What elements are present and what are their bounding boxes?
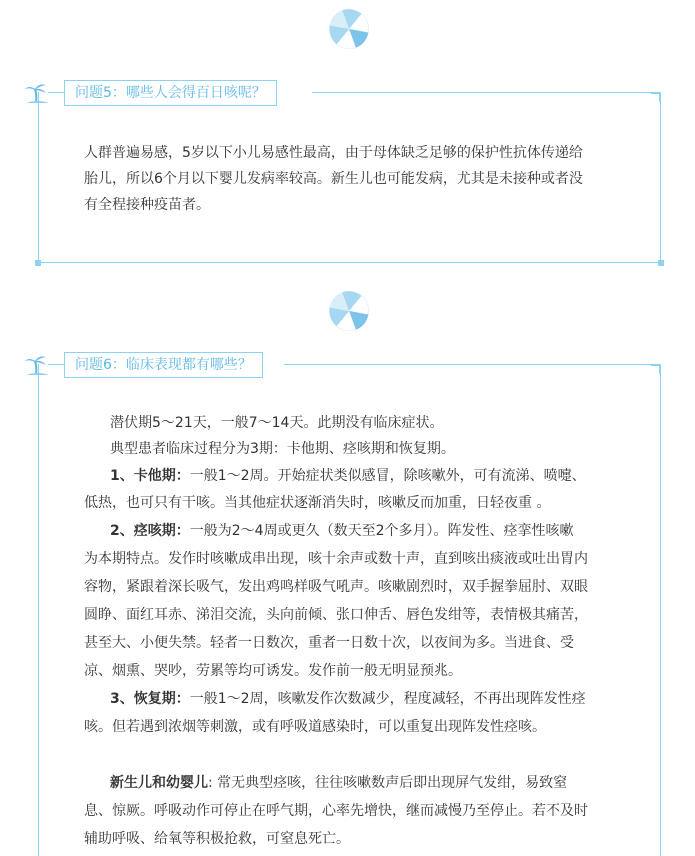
catarrhal-stage-line-1: 1、卡他期：一般1～2周。开始症状类似感冒，除咳嗽外，可有流涕、喷嚏、 — [110, 468, 586, 484]
umbrella-divider-icon — [326, 288, 372, 334]
recovery-stage-label: 3、恢复期： — [110, 691, 190, 707]
question-5-section — [22, 78, 672, 268]
question-5-title: 问题5：哪些人会得百日咳呢？ — [64, 80, 277, 106]
newborn-label: 新生儿和幼婴儿 — [110, 775, 208, 791]
question-6-section — [22, 350, 672, 856]
catarrhal-stage-line-2: 低热，也可只有干咳。当其他症状逐渐消失时，咳嗽反而加重，日轻夜重 。 — [84, 495, 551, 511]
newborn-line-3: 辅助呼吸、给氧等积极抢救，可窒息死亡。 — [84, 831, 350, 847]
newborn-line-1: 新生儿和幼婴儿: 常无典型痉咳，往往咳嗽数声后即出现屏气发绀，易致窒 — [110, 775, 568, 791]
paroxysmal-stage-line-4: 圆睁、面红耳赤、涕泪交流，头向前倾、张口伸舌、唇色发绀等，表情极其痛苦， — [84, 607, 588, 623]
paroxysmal-stage-line-5: 甚至大、小便失禁。轻者一日数次，重者一日数十次，以夜间为多。当进食、受 — [84, 635, 574, 651]
paroxysmal-stage-line-2: 为本期特点。发作时咳嗽成串出现，咳十余声或数十声，直到咳出痰液或吐出胃内 — [84, 551, 588, 567]
question-6-title: 问题6：临床表现都有哪些？ — [64, 352, 263, 378]
umbrella-divider-icon — [326, 6, 372, 52]
paroxysmal-stage-label: 2、痉咳期： — [110, 523, 190, 539]
answer-5-line-1: 人群普遍易感，5岁以下小儿易感性最高，由于母体缺乏足够的保护性抗体传递给 — [84, 145, 583, 161]
answer-5-line-2: 胎儿，所以6个月以下婴儿发病率较高。新生儿也可能发病，尤其是未接种或者没 — [84, 171, 583, 187]
paroxysmal-stage-line-3: 容物，紧跟着深长吸气，发出鸡鸣样吸气吼声。咳嗽剧烈时，双手握拳屈肘、双眼 — [84, 579, 588, 595]
answer-5-line-3: 有全程接种疫苗者。 — [84, 197, 210, 213]
recovery-stage-line-1: 3、恢复期：一般1～2周，咳嗽发作次数减少，程度减轻，不再出现阵发性痉 — [110, 691, 586, 707]
newborn-line-2: 息、惊厥。呼吸动作可停止在呼气期，心率先增快，继而减慢乃至停止。若不及时 — [84, 803, 588, 819]
paroxysmal-stage-line-1: 2、痉咳期：一般为2～4周或更久（数天至2个多月）。阵发性、痉挛性咳嗽 — [110, 523, 574, 539]
paroxysmal-stage-line-6: 凉、烟熏、哭吵，劳累等均可诱发。发作前一般无明显预兆。 — [84, 663, 462, 679]
stages-intro-paragraph: 典型患者临床过程分为3期：卡他期、痉咳期和恢复期。 — [110, 441, 455, 457]
recovery-stage-line-2: 咳。但若遇到浓烟等刺激，或有呼吸道感染时，可以重复出现阵发性痉咳。 — [84, 719, 546, 735]
catarrhal-stage-label: 1、卡他期： — [110, 468, 190, 484]
incubation-paragraph: 潜伏期5～21天，一般7～14天。此期没有临床症状。 — [110, 415, 444, 431]
